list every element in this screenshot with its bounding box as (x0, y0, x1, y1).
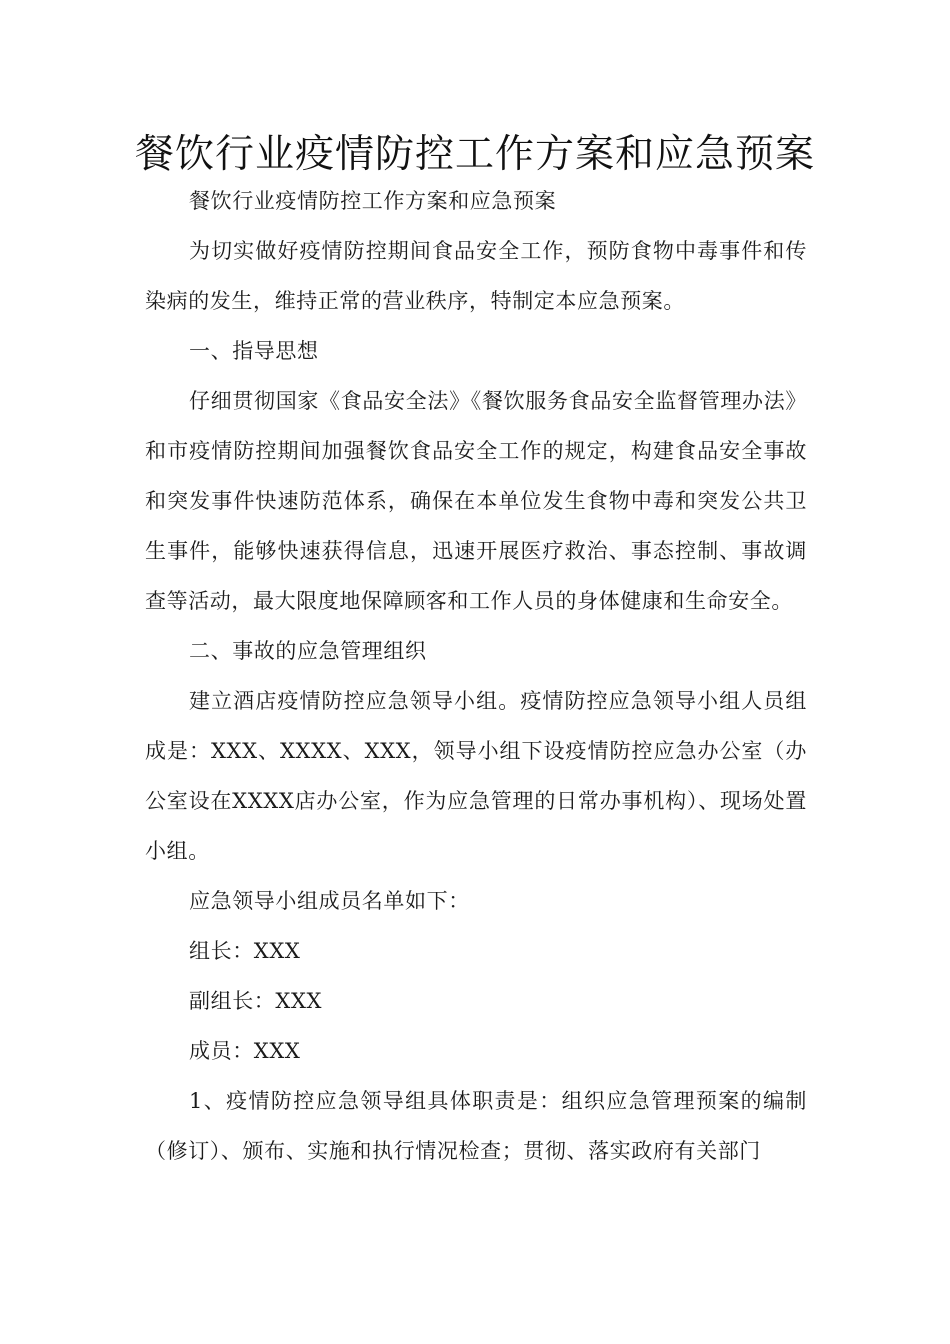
member-list-intro: 应急领导小组成员名单如下： (189, 889, 470, 913)
member-deputy-leader: 副组长：XXX (189, 989, 323, 1013)
guiding-ideology-paragraph: 仔细贯彻国家《食品安全法》《餐饮服务食品安全监督管理办法》和市疫情防控期间加强餐饮食品安全工作的规定，构建食品安全事故和突发事件快速防范体系，确保在本单位发生食物中毒和突发公共卫生事件，能够快速获得信息，迅速开展医疗救治、事态控制、事故调查等活动，最大限度地保障顾客和工作人员的身体健康和生命安全。 (145, 389, 807, 613)
subtitle-paragraph: 餐饮行业疫情防控工作方案和应急预案 (189, 189, 557, 213)
member-members: 成员：XXX (189, 1039, 301, 1063)
document-body (145, 176, 807, 1176)
duties-paragraph: 1、疫情防控应急领导组具体职责是：组织应急管理预案的编制（修订）、颁布、实施和执行情况检查；贯彻、落实政府有关部门 (145, 1089, 807, 1163)
section-heading-emergency-organization: 二、事故的应急管理组织 (189, 639, 427, 663)
organization-paragraph: 建立酒店疫情防控应急领导小组。疫情防控应急领导小组人员组成是：XXX、XXXX、XXX，领导小组下设疫情防控应急办公室（办公室设在XXXX店办公室，作为应急管理的日常办事机构）、现场处置小组。 (145, 689, 807, 863)
intro-paragraph: 为切实做好疫情防控期间食品安全工作，预防食物中毒事件和传染病的发生，维持正常的营业秩序，特制定本应急预案。 (145, 239, 807, 313)
member-leader: 组长：XXX (189, 939, 301, 963)
document-title: 餐饮行业疫情防控工作方案和应急预案 (134, 132, 815, 177)
section-heading-guiding-ideology: 一、指导思想 (189, 339, 319, 363)
